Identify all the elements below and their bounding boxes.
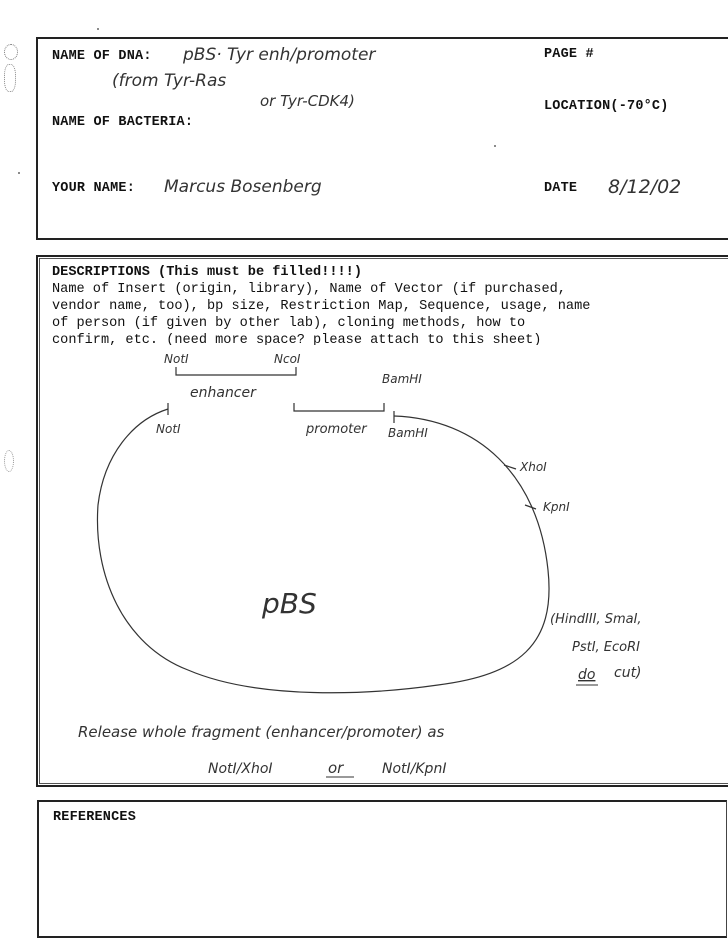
date-value: 8/12/02 <box>608 176 682 198</box>
enhancer-label: enhancer <box>190 385 256 401</box>
page-number-label: PAGE # <box>544 47 594 62</box>
references-section <box>37 800 727 938</box>
site-ncoi: NcoI <box>274 352 301 366</box>
dna-name-label: NAME OF DNA: <box>52 49 152 64</box>
dna-name-value: pBS· Tyr enh/promoter <box>183 45 376 65</box>
scan-speck <box>4 450 14 472</box>
vector-label: pBS <box>262 587 317 620</box>
descriptions-section <box>36 255 728 787</box>
site-bamhi-right: BamHI <box>388 426 428 440</box>
site-noti-left: NotI <box>156 422 181 436</box>
site-kpni: KpnI <box>543 500 570 514</box>
note-do: do <box>578 667 596 683</box>
tick-xhoi <box>504 465 516 469</box>
descriptions-line: Name of Insert (origin, library), Name of Vector (if purchased, <box>52 282 566 297</box>
references-label: REFERENCES <box>53 810 137 825</box>
release-option-1: NotI/XhoI <box>208 761 273 777</box>
enhancer-bracket <box>176 367 296 375</box>
scan-speck <box>4 64 16 92</box>
release-or: or <box>328 759 344 777</box>
scan-speck <box>4 44 18 60</box>
site-noti-top: NotI <box>164 352 189 366</box>
scan-speck <box>97 28 99 30</box>
bacteria-name-label: NAME OF BACTERIA: <box>52 115 194 130</box>
site-xhoi: XhoI <box>520 460 547 474</box>
header-section <box>36 37 728 240</box>
your-name-value: Marcus Bosenberg <box>164 177 322 197</box>
plasmid-map <box>38 345 728 785</box>
descriptions-instructions <box>52 264 728 345</box>
note-line1: (HindIII, SmaI, <box>550 612 642 627</box>
promoter-label: promoter <box>306 422 367 437</box>
dna-name-value-line3: or Tyr-CDK4) <box>260 92 355 110</box>
your-name-label: YOUR NAME: <box>52 181 136 196</box>
tick-kpni <box>525 505 536 509</box>
note-cut: cut) <box>614 665 642 681</box>
descriptions-line: confirm, etc. (need more space? please attach to this sheet) <box>52 333 542 345</box>
dna-name-value-line2: (from Tyr-Ras <box>112 71 227 91</box>
descriptions-title: DESCRIPTIONS (This must be filled!!!!) <box>52 265 362 280</box>
scan-speck <box>18 172 20 174</box>
promoter-bracket <box>294 403 384 411</box>
plasmid-circle <box>97 409 549 693</box>
release-instruction: Release whole fragment (enhancer/promoter) as <box>78 723 445 741</box>
location-label: LOCATION(-70°C) <box>544 99 669 114</box>
descriptions-line: of person (if given by other lab), cloning methods, how to <box>52 316 526 331</box>
date-label: DATE <box>544 181 578 196</box>
note-line2: PstI, EcoRI <box>572 640 640 655</box>
site-bamhi-top: BamHI <box>382 372 422 386</box>
descriptions-line: vendor name, too), bp size, Restriction Map, Sequence, usage, name <box>52 299 591 314</box>
release-option-2: NotI/KpnI <box>382 761 447 777</box>
